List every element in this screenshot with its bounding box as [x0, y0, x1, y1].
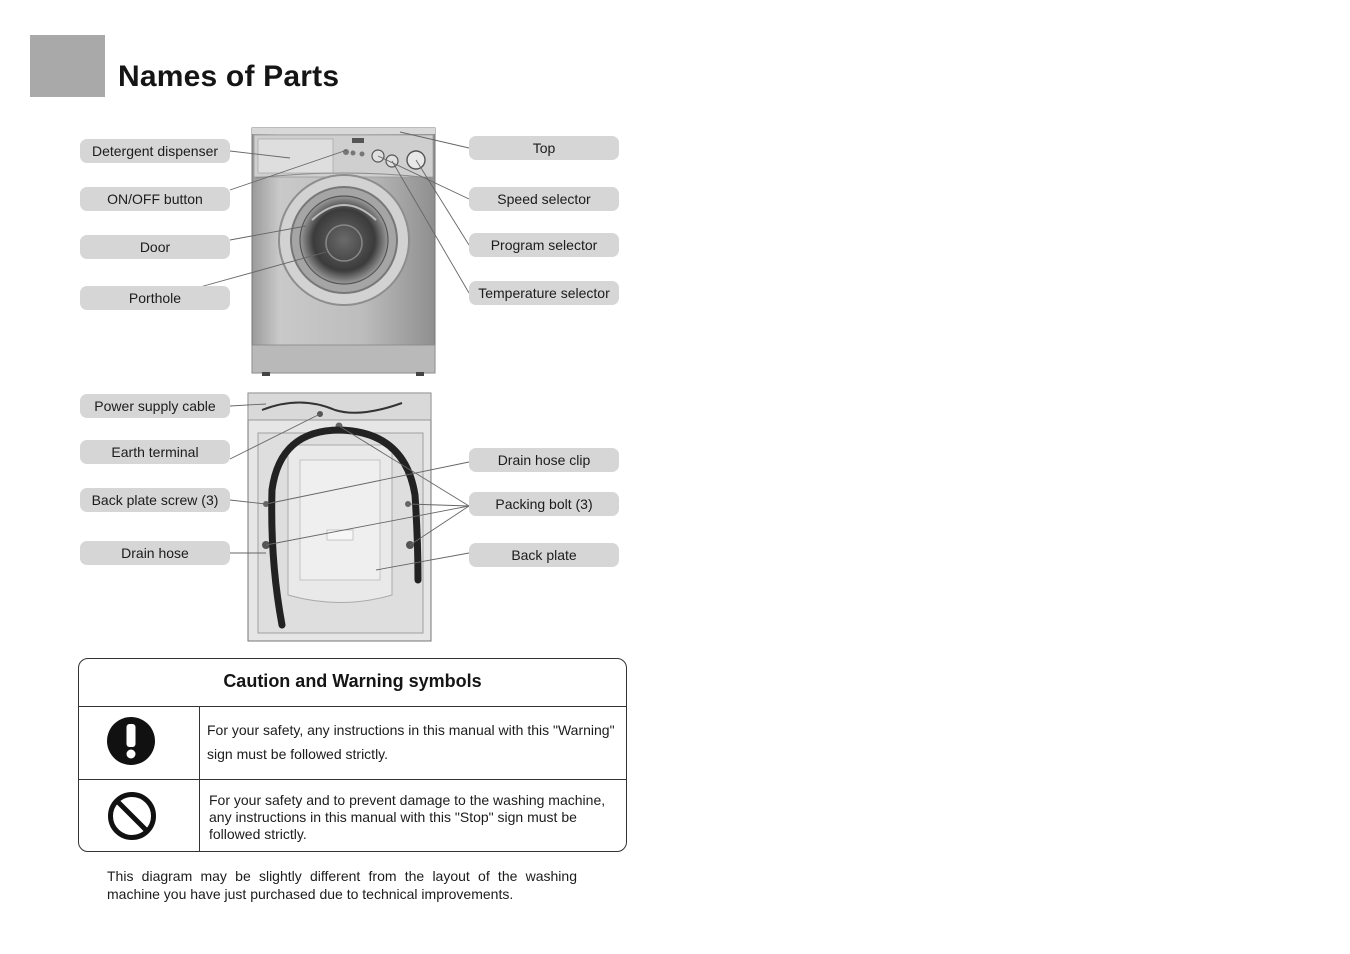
- warning-icon-cell: [79, 706, 200, 779]
- stop-row: [79, 780, 626, 852]
- label-program-selector: Program selector: [469, 233, 619, 257]
- prohibition-icon: [106, 790, 158, 842]
- warning-row: [79, 706, 626, 780]
- label-porthole: Porthole: [80, 286, 230, 310]
- label-drain-hose-clip: Drain hose clip: [469, 448, 619, 472]
- caution-title: Caution and Warning symbols: [79, 659, 626, 707]
- label-door: Door: [80, 235, 230, 259]
- label-back-plate-screw: Back plate screw (3): [80, 488, 230, 512]
- washing-machine-front: [252, 128, 435, 376]
- stop-icon-cell: [79, 780, 200, 852]
- caution-table: [78, 658, 627, 852]
- stop-text: For your safety and to prevent damage to the washing machine, any instructions in this manual with this "Stop" sign must be followed strictly.: [209, 792, 606, 842]
- label-earth-terminal: Earth terminal: [80, 440, 230, 464]
- washing-machine-back: [248, 393, 431, 641]
- label-on-off-button: ON/OFF button: [80, 187, 230, 211]
- page-title: Names of Parts: [118, 60, 340, 93]
- label-speed-selector: Speed selector: [469, 187, 619, 211]
- label-drain-hose: Drain hose: [80, 541, 230, 565]
- warning-text: For your safety, any instructions in this manual with this "Warning" sign must be followed strictly.: [207, 722, 615, 762]
- diagram-note: This diagram may be slightly different from the layout of the washing machine you have just purchased due to technical improvements.: [107, 868, 577, 902]
- porthole-glass: [300, 196, 388, 284]
- warning-exclamation-icon: [106, 716, 156, 766]
- label-back-plate: Back plate: [469, 543, 619, 567]
- label-packing-bolt: Packing bolt (3): [469, 492, 619, 516]
- label-detergent-dispenser: Detergent dispenser: [80, 139, 230, 163]
- label-temperature-selector: Temperature selector: [469, 281, 619, 305]
- label-power-supply-cable: Power supply cable: [80, 394, 230, 418]
- label-top: Top: [469, 136, 619, 160]
